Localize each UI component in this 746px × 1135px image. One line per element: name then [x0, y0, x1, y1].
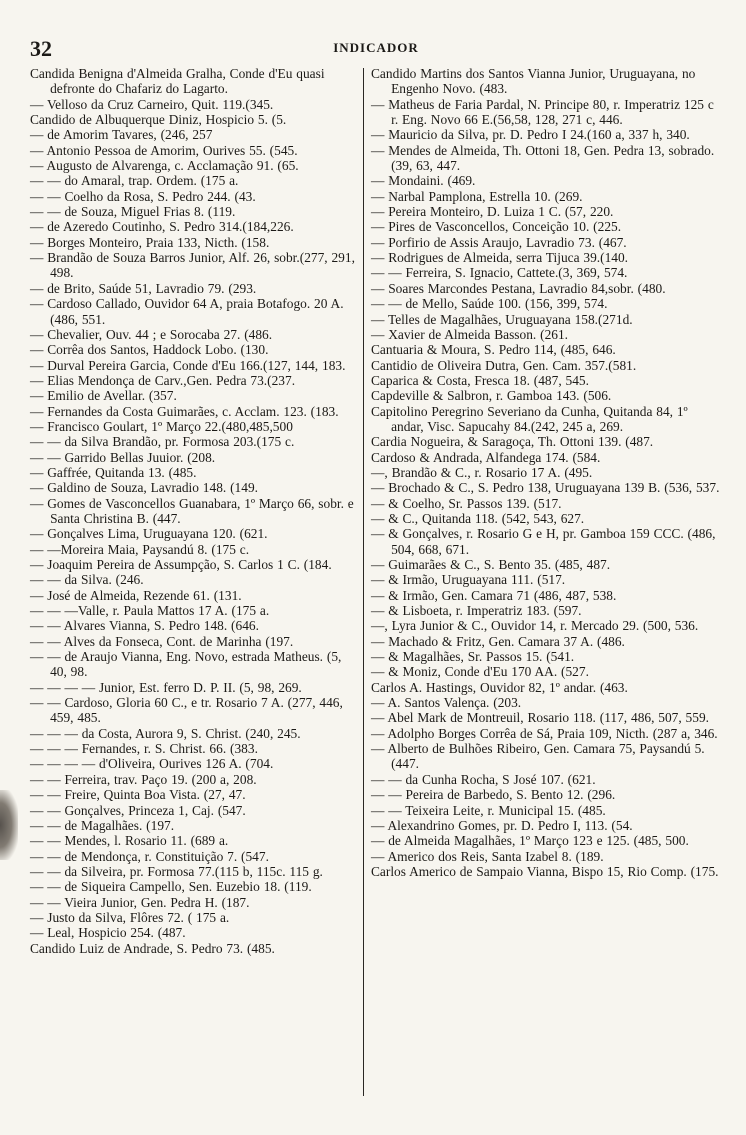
- directory-entry: Cantuaria & Moura, S. Pedro 114, (485, 646.: [371, 342, 616, 358]
- directory-entry: — Leal, Hospicio 254. (487.: [30, 925, 186, 941]
- page-number: 32: [30, 36, 52, 61]
- directory-entry: — A. Santos Valença. (203.: [371, 695, 522, 711]
- directory-entry: — & Irmão, Gen. Camara 71 (486, 487, 538.: [371, 587, 617, 603]
- directory-entry: Candida Benigna d'Almeida Gralha, Conde d'Eu quasi defronte do Chafariz do Lagarto.: [30, 66, 325, 97]
- directory-entry: — — Ferreira, trav. Paço 19. (200 a, 208.: [30, 771, 257, 787]
- directory-entry: Cardia Nogueira, & Saragoça, Th. Ottoni 139. (487.: [371, 434, 654, 450]
- directory-entry: — Adolpho Borges Corrêa de Sá, Praia 109, Nicth. (287 a, 346.: [371, 725, 718, 741]
- directory-entry: Cantidio de Oliveira Dutra, Gen. Cam. 357.(581.: [371, 357, 637, 373]
- directory-entry: — Emilio de Avellar. (357.: [30, 388, 177, 404]
- directory-entry: — — Alves da Fonseca, Cont. de Marinha (197.: [30, 633, 294, 649]
- directory-entry: — — da Cunha Rocha, S José 107. (621.: [371, 771, 596, 787]
- directory-entry: — Mauricio da Silva, pr. D. Pedro I 24.(160 a, 337 h, 340.: [371, 127, 690, 143]
- directory-entry: — Xavier de Almeida Basson. (261.: [371, 326, 568, 342]
- directory-entry: — & Lisboeta, r. Imperatriz 183. (597.: [371, 603, 582, 619]
- binding-edge-stain: [0, 790, 18, 860]
- directory-entry: — Abel Mark de Montreuil, Rosario 118. (117, 486, 507, 559.: [371, 710, 709, 726]
- directory-entry: — Velloso da Cruz Carneiro, Quit. 119.(345.: [30, 96, 274, 112]
- directory-entry: — Elias Mendonça de Carv.,Gen. Pedra 73.(237.: [30, 372, 296, 388]
- directory-entry: — Francisco Goulart, 1º Março 22.(480,485,500: [30, 418, 293, 434]
- directory-entry: — Justo da Silva, Flôres 72. ( 175 a.: [30, 909, 230, 925]
- directory-entry: — — da Silva Brandão, pr. Formosa 203.(175 c.: [30, 434, 295, 450]
- page-header: [30, 36, 722, 60]
- directory-entry: — Mondaini. (469.: [371, 173, 476, 189]
- directory-entry: — Soares Marcondes Pestana, Lavradio 84,sobr. (480.: [371, 280, 666, 296]
- directory-entry: — Telles de Magalhães, Uruguayana 158.(271d.: [371, 311, 633, 327]
- directory-entry: — — Mendes, l. Rosario 11. (689 a.: [30, 833, 229, 849]
- directory-entry: — — do Amaral, trap. Ordem. (175 a.: [30, 173, 239, 189]
- directory-entry: — — de Mello, Saúde 100. (156, 399, 574.: [371, 296, 608, 312]
- directory-entry: — — — Fernandes, r. S. Christ. 66. (383.: [30, 741, 258, 757]
- column-divider: [363, 68, 364, 1096]
- directory-entry: — — de Magalhães. (197.: [30, 817, 175, 833]
- directory-entry: — Fernandes da Costa Guimarães, c. Acclam. 123. (183.: [30, 403, 339, 419]
- directory-entry: — & Irmão, Uruguayana 111. (517.: [371, 572, 566, 588]
- directory-entry: Candido Martins dos Santos Vianna Junior, Uruguayana, no Engenho Novo. (483.: [371, 66, 696, 97]
- directory-entry: — — de Souza, Miguel Frias 8. (119.: [30, 204, 236, 220]
- directory-entry: — Antonio Pessoa de Amorim, Ourives 55. (545.: [30, 142, 298, 158]
- right-column: [371, 66, 723, 879]
- directory-entry: Carlos Americo de Sampaio Vianna, Bispo 15, Rio Comp. (175.: [371, 863, 719, 879]
- directory-entry: — — Alvares Vianna, S. Pedro 148. (646.: [30, 618, 259, 634]
- directory-entry: — & Magalhães, Sr. Passos 15. (541.: [371, 649, 575, 665]
- directory-entry: — de Brito, Saúde 51, Lavradio 79. (293.: [30, 280, 257, 296]
- directory-entry: — Alberto de Bulhões Ribeiro, Gen. Camara 75, Paysandú 5. (447.: [371, 741, 705, 772]
- directory-entry: Candido Luiz de Andrade, S. Pedro 73. (485.: [30, 940, 275, 956]
- directory-entry: Carlos A. Hastings, Ouvidor 82, 1º andar. (463.: [371, 679, 628, 695]
- directory-entry: — Brochado & C., S. Pedro 138, Uruguayana 139 B. (536, 537.: [371, 480, 720, 496]
- directory-entry: — — Cardoso, Gloria 60 C., e tr. Rosario 7 A. (277, 446, 459, 485.: [30, 695, 343, 726]
- directory-entry: — Cardoso Callado, Ouvidor 64 A, praia Botafogo. 20 A. (486, 551.: [30, 296, 344, 327]
- directory-entry: — de Amorim Tavares, (246, 257: [30, 127, 213, 143]
- directory-entry: Caparica & Costa, Fresca 18. (487, 545.: [371, 372, 589, 388]
- directory-entry: — Pires de Vasconcellos, Conceição 10. (225.: [371, 219, 622, 235]
- directory-entry: — — — — Junior, Est. ferro D. P. II. (5, 98, 269.: [30, 679, 302, 695]
- directory-entry: — Guimarães & C., S. Bento 35. (485, 487.: [371, 557, 611, 572]
- directory-entry: — Chevalier, Ouv. 44 ; e Sorocaba 27. (486.: [30, 326, 273, 342]
- directory-entry: — Borges Monteiro, Praia 133, Nicth. (158.: [30, 234, 270, 250]
- directory-entry: — de Almeida Magalhães, 1º Março 123 e 125. (485, 500.: [371, 833, 689, 849]
- directory-entry: — — Freire, Quinta Boa Vista. (27, 47.: [30, 787, 246, 803]
- directory-entry: — & Coelho, Sr. Passos 139. (517.: [371, 495, 562, 511]
- directory-entry: — de Azeredo Coutinho, S. Pedro 314.(184,226.: [30, 219, 294, 235]
- directory-entry: — — Garrido Bellas Juuior. (208.: [30, 449, 216, 465]
- directory-entry: — Galdino de Souza, Lavradio 148. (149.: [30, 480, 258, 496]
- directory-entry: — — Ferreira, S. Ignacio, Cattete.(3, 369, 574.: [371, 265, 628, 281]
- directory-entry: — Augusto de Alvarenga, c. Acclamação 91. (65.: [30, 158, 299, 174]
- directory-entry: —, Lyra Junior & C., Ouvidor 14, r. Mercado 29. (500, 536.: [371, 618, 699, 634]
- page-title: INDICADOR: [333, 40, 419, 55]
- directory-entry: — — da Silva. (246.: [30, 572, 144, 588]
- directory-entry: — — — — d'Oliveira, Ourives 126 A. (704.: [30, 756, 274, 772]
- directory-entry: — — Pereira de Barbedo, S. Bento 12. (296.: [371, 787, 616, 803]
- directory-entry: — Porfirio de Assis Araujo, Lavradio 73. (467.: [371, 234, 627, 250]
- directory-entry: — Machado & Fritz, Gen. Camara 37 A. (486.: [371, 633, 625, 649]
- directory-entry: — Gomes de Vasconcellos Guanabara, 1º Março 66, sobr. e Santa Christina B. (447.: [30, 495, 354, 526]
- directory-entry: — Rodrigues de Almeida, serra Tijuca 39.(140.: [371, 250, 629, 266]
- directory-entry: Capitolino Peregrino Severiano da Cunha, Quitanda 84, 1º andar, Visc. Sapucahy 84.(242, 245 a, 269.: [371, 403, 688, 434]
- directory-entry: — — —Valle, r. Paula Mattos 17 A. (175 a.: [30, 603, 270, 619]
- directory-entry: — Joaquim Pereira de Assumpção, S. Carlos 1 C. (184.: [30, 557, 332, 572]
- directory-entry: — Durval Pereira Garcia, Conde d'Eu 166.(127, 144, 183.: [30, 357, 346, 373]
- directory-entry: — Pereira Monteiro, D. Luiza 1 C. (57, 220.: [371, 204, 614, 220]
- directory-entry: — — de Siqueira Campello, Sen. Euzebio 18. (119.: [30, 879, 312, 895]
- directory-entry: — Brandão de Souza Barros Junior, Alf. 26, sobr.(277, 291, 498.: [30, 250, 355, 281]
- directory-entry: Candido de Albuquerque Diniz, Hospicio 5. (5.: [30, 112, 287, 128]
- directory-entry: — — Coelho da Rosa, S. Pedro 244. (43.: [30, 188, 256, 204]
- directory-entry: — Americo dos Reis, Santa Izabel 8. (189.: [371, 848, 604, 864]
- directory-entry: — — de Mendonça, r. Constituição 7. (547.: [30, 848, 269, 864]
- directory-entry: — — — da Costa, Aurora 9, S. Christ. (240, 245.: [30, 725, 301, 741]
- directory-entry: —, Brandão & C., r. Rosario 17 A. (495.: [371, 464, 593, 480]
- directory-entry: — & Moniz, Conde d'Eu 170 AA. (527.: [371, 664, 589, 680]
- directory-entry: — Narbal Pamplona, Estrella 10. (269.: [371, 188, 583, 204]
- directory-entry: — José de Almeida, Rezende 61. (131.: [30, 587, 242, 603]
- directory-entry: — Gonçalves Lima, Uruguayana 120. (621.: [30, 526, 268, 542]
- directory-entry: — Corrêa dos Santos, Haddock Lobo. (130.: [30, 342, 269, 358]
- directory-entry: — & Gonçalves, r. Rosario G e H, pr. Gamboa 159 CCC. (486, 504, 668, 671.: [371, 526, 716, 557]
- directory-entry: — — Vieira Junior, Gen. Pedra H. (187.: [30, 894, 250, 910]
- directory-entry: — — Gonçalves, Princeza 1, Caj. (547.: [30, 802, 246, 818]
- directory-entry: — & C., Quitanda 118. (542, 543, 627.: [371, 510, 585, 526]
- directory-entry: — Matheus de Faria Pardal, N. Principe 80, r. Imperatriz 125 c r. Eng. Novo 66 E.(56,58, 128, 271 c, 446.: [371, 96, 714, 128]
- directory-entry: — — da Silveira, pr. Formosa 77.(115 b, 115c. 115 g.: [30, 863, 323, 879]
- left-column: [30, 66, 358, 956]
- directory-entry: — Alexandrino Gomes, pr. D. Pedro I, 113. (54.: [371, 817, 633, 833]
- directory-entry: — — de Araujo Vianna, Eng. Novo, estrada Matheus. (5, 40, 98.: [30, 649, 342, 680]
- directory-entry: Cardoso & Andrada, Alfandega 174. (584.: [371, 449, 601, 465]
- directory-entry: — Mendes de Almeida, Th. Ottoni 18, Gen. Pedra 13, sobrado. (39, 63, 447.: [371, 142, 715, 174]
- directory-entry: — —Moreira Maia, Paysandú 8. (175 c.: [30, 541, 250, 557]
- directory-entry: Capdeville & Salbron, r. Gamboa 143. (506.: [371, 388, 612, 404]
- directory-entry: — Gaffrée, Quitanda 13. (485.: [30, 464, 197, 480]
- directory-entry: — — Teixeira Leite, r. Municipal 15. (485.: [371, 802, 606, 818]
